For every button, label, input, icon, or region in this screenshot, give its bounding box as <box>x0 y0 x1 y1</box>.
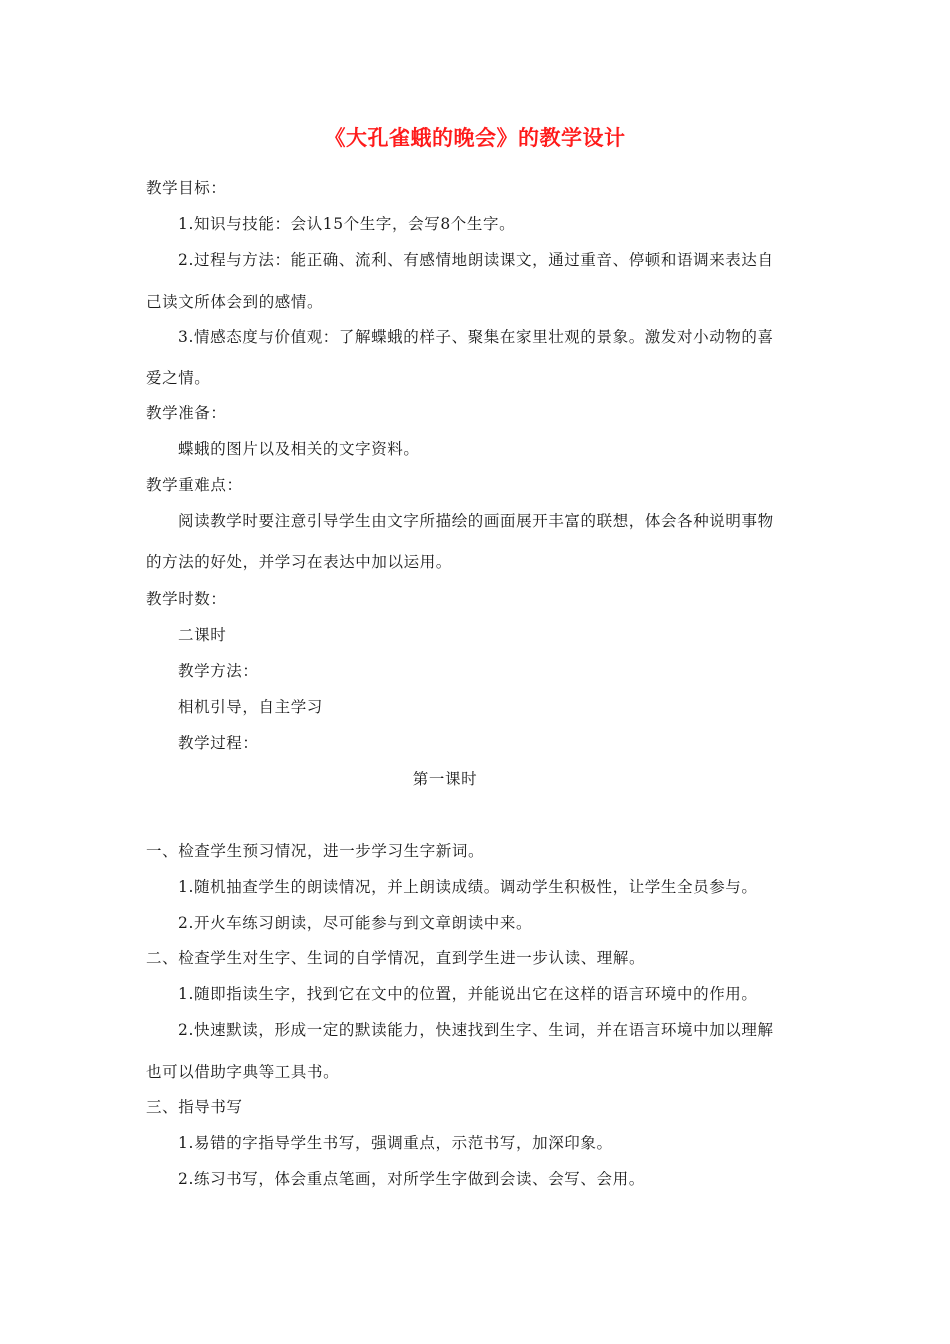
heading-key-points: 教学重难点： <box>146 476 243 494</box>
section-two-item-2: 2.快速默读，形成一定的默读能力，快速找到生字、生词，并在语言环境中加以理解 <box>178 1021 774 1039</box>
heading-teaching-goals: 教学目标： <box>146 179 227 197</box>
goal-emotion-cont: 爱之情。 <box>146 369 211 387</box>
heading-method: 教学方法： <box>178 662 259 680</box>
class-hours-text: 二课时 <box>178 626 227 644</box>
document-title: 《大孔雀蛾的晚会》的教学设计 <box>324 126 626 150</box>
section-two-item-1: 1.随即指读生字，找到它在文中的位置，并能说出它在这样的语言环境中的作用。 <box>178 985 758 1003</box>
section-two-item-2-cont: 也可以借助字典等工具书。 <box>146 1063 340 1081</box>
section-three-item-1: 1.易错的字指导学生书写，强调重点，示范书写，加深印象。 <box>178 1134 613 1152</box>
section-three-item-2: 2.练习书写，体会重点笔画，对所学生字做到会读、会写、会用。 <box>178 1170 645 1188</box>
section-one-item-2: 2.开火车练习朗读，尽可能参与到文章朗读中来。 <box>178 914 533 932</box>
section-two-heading: 二、检查学生对生字、生词的自学情况，直到学生进一步认读、理解。 <box>146 949 646 967</box>
preparation-text: 蝶蛾的图片以及相关的文字资料。 <box>178 440 420 458</box>
key-points-text-cont: 的方法的好处，并学习在表达中加以运用。 <box>146 553 452 571</box>
section-one-item-1: 1.随机抽查学生的朗读情况，并上朗读成绩。调动学生积极性，让学生全员参与。 <box>178 878 758 896</box>
section-one-heading: 一、检查学生预习情况，进一步学习生字新词。 <box>146 842 485 860</box>
heading-process: 教学过程： <box>178 734 259 752</box>
heading-class-hours: 教学时数： <box>146 590 227 608</box>
key-points-text: 阅读教学时要注意引导学生由文字所描绘的画面展开丰富的联想，体会各种说明事物 <box>178 512 774 530</box>
goal-knowledge: 1.知识与技能：会认15个生字，会写8个生字。 <box>178 215 516 233</box>
goal-emotion: 3.情感态度与价值观：了解蝶蛾的样子、聚集在家里壮观的景象。激发对小动物的喜 <box>178 328 774 346</box>
section-three-heading: 三、指导书写 <box>146 1098 243 1116</box>
heading-preparation: 教学准备： <box>146 404 227 422</box>
goal-process-cont: 己读文所体会到的感情。 <box>146 293 324 311</box>
first-lesson-heading: 第一课时 <box>412 770 478 788</box>
method-text: 相机引导，自主学习 <box>178 698 323 716</box>
goal-process: 2.过程与方法：能正确、流利、有感情地朗读课文，通过重音、停顿和语调来表达自 <box>178 251 774 269</box>
